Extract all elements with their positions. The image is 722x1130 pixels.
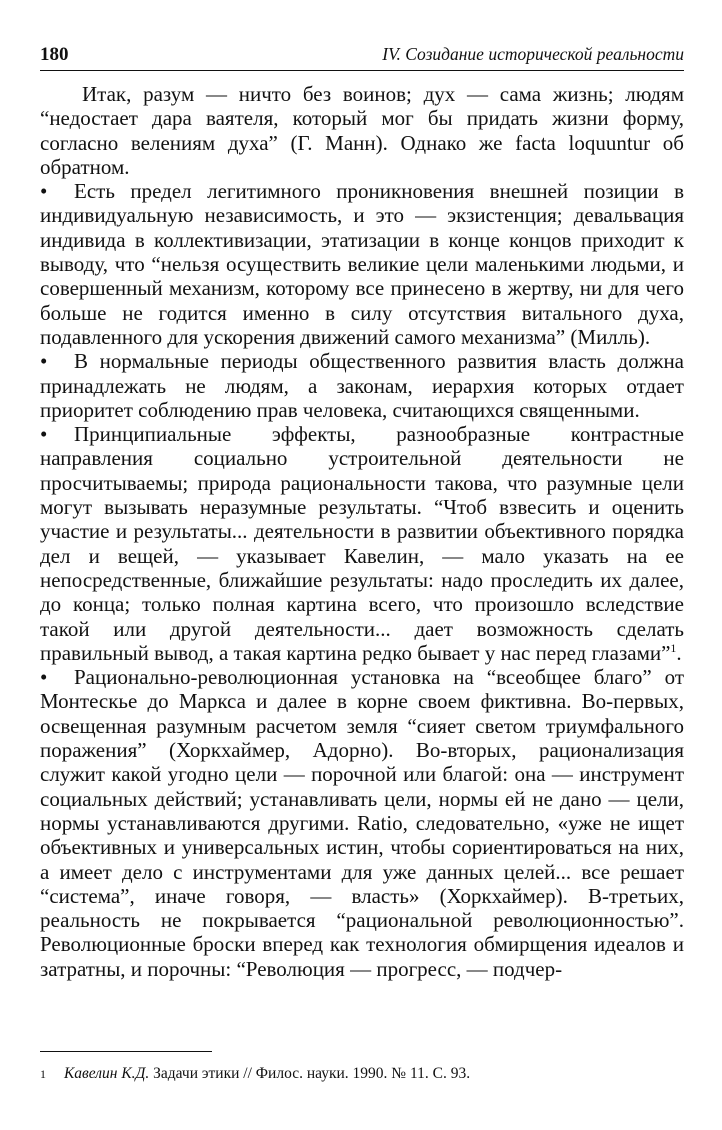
bullet-mark: • <box>40 422 48 447</box>
body-text <box>40 82 684 981</box>
bullet-mark: • <box>40 349 48 374</box>
page-header <box>40 40 684 71</box>
bullet-text: Рационально-революционная установка на “всеобщее благо” от Монтескье до Маркса и далее в корне своем фиктивна. Во-первых, освещенная разумным расчетом земля “сияет светом триумфального поражения” (Хоркхаймер, Адорно). Во-вторых, рационализация служит какой угодно цели — порочной или благой: она — инструмент социальных действий; устанавливать цели, нормы ей не дано — цели, нормы устанавливаются другими. Ratio, следовательно, «уже не ищет объективных и универсальных истин, чтобы сориентироваться на них, а имеет дело с инструментами для уже данных целей... все решает “система”, иначе говоря, — власть» (Хоркхаймер). В-третьих, реальность не покрывается “рациональной революционностью”. Революционные броски вперед как технология обмирщения идеалов и затратны, и порочны: “Революция — прогресс, — подчер- <box>40 665 684 981</box>
page-number: 180 <box>40 44 69 65</box>
footnote-mark: 1 <box>40 1067 46 1081</box>
bullet-text: В нормальные периоды общественного развития власть должна принадлежать не людям, а законам, иерархия которых отдает приоритет соблюдению прав человека, считающихся священными. <box>40 349 684 422</box>
running-head: IV. Созидание исторической реальности <box>382 44 684 64</box>
bullet-text: Принципиальные эффекты, разнообразные контрастные направления социально устроительной деятельности не просчитываемы; природа рациональности такова, что разумные цели могут вызывать неразумные результаты. “Чтоб взвесить и оценить участие и результаты... деятельности в развитии объективного порядка дел и вещей, — указывает Кавелин, — мало указать на ее непосредственные, ближайшие результаты: надо проследить их далее, до конца; только полная картина всего, что произошло вследствие такой или другой деятельности... дает возможность сделать правильный вывод, а такая картина редко бывает у нас перед глазами” <box>40 422 684 665</box>
bullet-paragraph <box>40 349 684 422</box>
footnote-author: Кавелин К.Д. <box>64 1065 150 1082</box>
footnote-reference[interactable]: 1 <box>670 640 677 655</box>
bullet-text: Есть предел легитимного проникновения внешней позиции в индивидуальную независимость, и это — экзистенция; девальвация индивида в коллективизации, этатизации в конце концов приходит к выводу, что “нельзя осуществить великие цели маленькими людьми, и совершенный механизм, которому все принесено в жертву, ни для чего больше не годится именно в силу отсутствия витального духа, подавленного для ускорения движений самого механизма” (Милль). <box>40 179 684 349</box>
footnote <box>40 1064 684 1084</box>
sentence-end: . <box>676 640 682 665</box>
paragraph: Итак, разум — ничто без воинов; дух — сама жизнь; людям “недостает дара ваятеля, который мог бы придать жизни форму, согласно велениям духа” (Г. Манн). Однако же facta loquuntur об обратном. <box>40 82 684 179</box>
bullet-mark: • <box>40 179 48 204</box>
bullet-mark: • <box>40 665 48 690</box>
bullet-paragraph <box>40 422 684 665</box>
bullet-paragraph <box>40 665 684 981</box>
footnote-divider <box>40 1051 212 1052</box>
bullet-paragraph <box>40 179 684 349</box>
footnote-text: Задачи этики // Филос. науки. 1990. № 11. С. 93. <box>153 1065 471 1082</box>
